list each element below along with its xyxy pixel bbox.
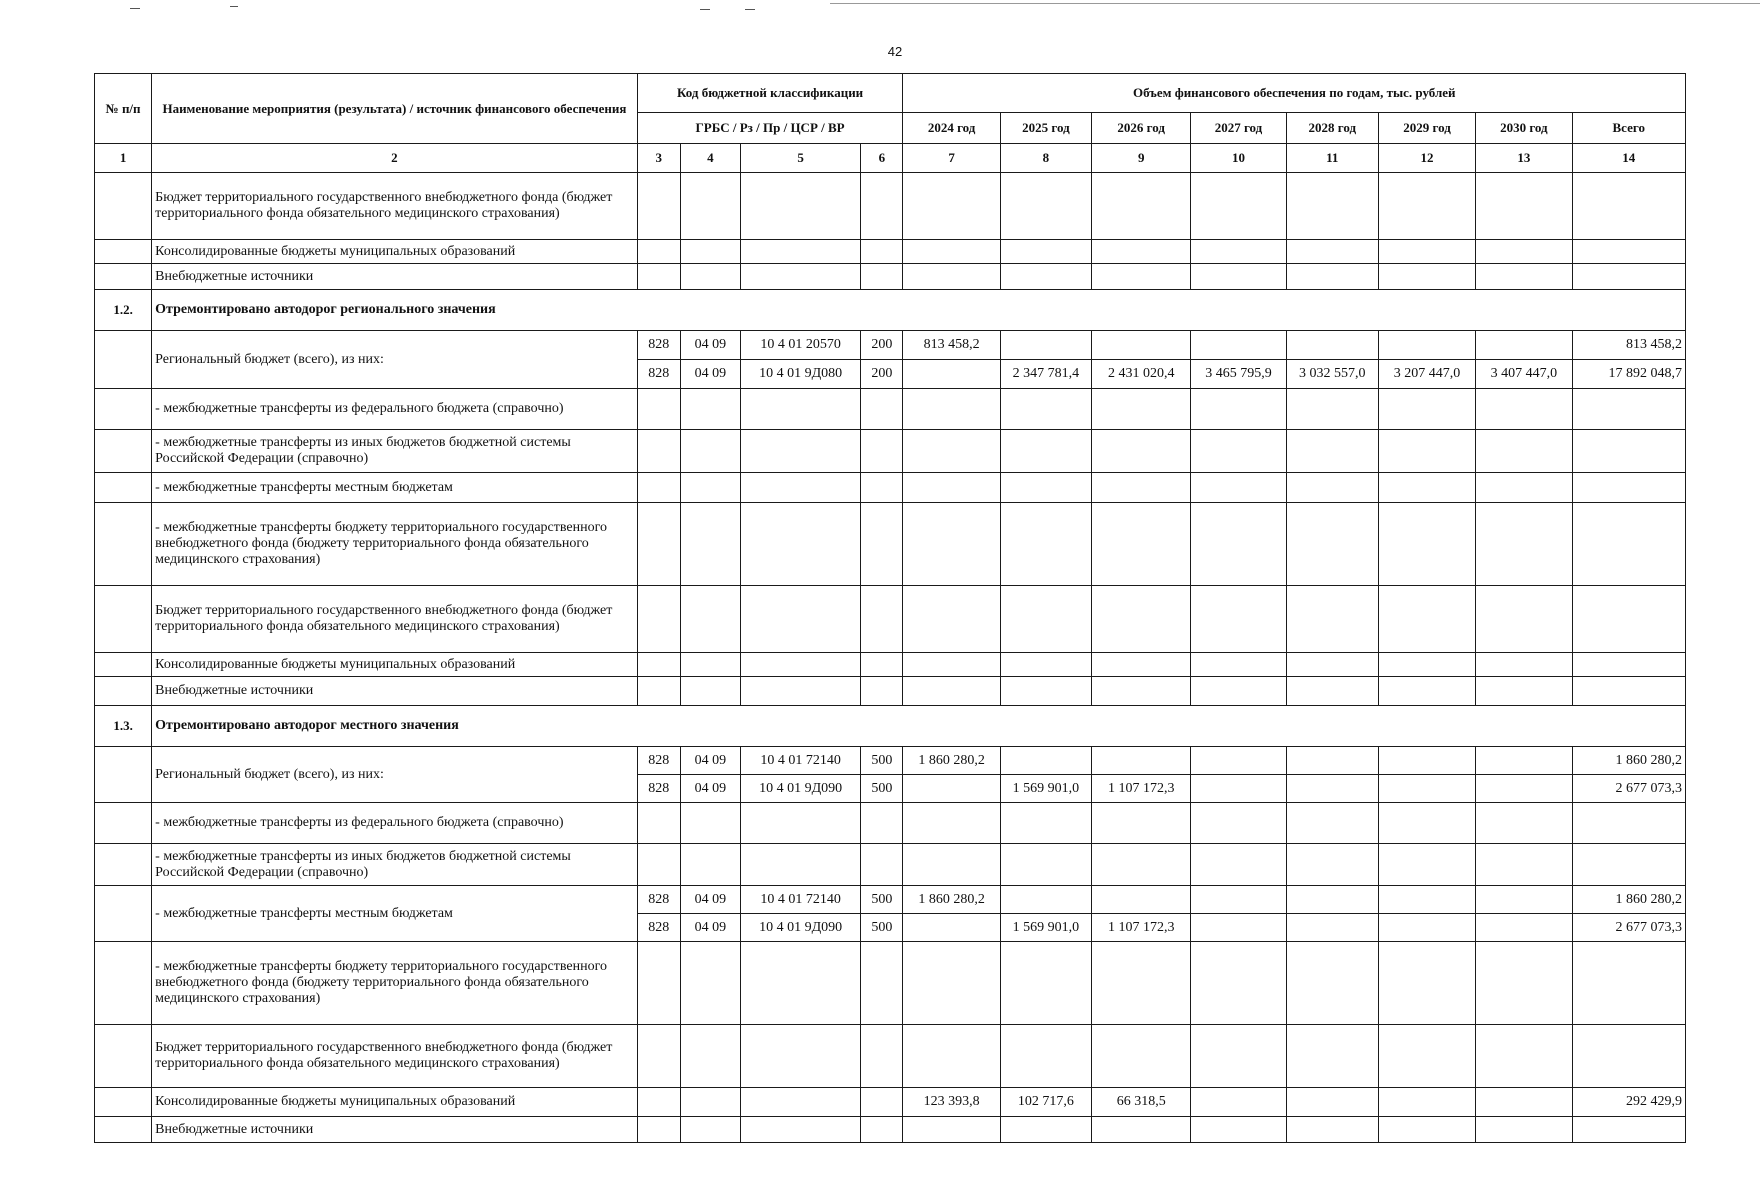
cell-value bbox=[1000, 747, 1091, 775]
section-row bbox=[95, 290, 1686, 331]
column-number: 8 bbox=[1000, 144, 1091, 173]
header-total: Всего bbox=[1572, 113, 1686, 144]
table-row bbox=[95, 747, 1686, 775]
column-number: 10 bbox=[1191, 144, 1286, 173]
cell-value bbox=[903, 775, 1000, 803]
header-name: Наименование мероприятия (результата) / источник финансового обеспечения bbox=[152, 74, 638, 144]
table-row bbox=[95, 1025, 1686, 1088]
table-row bbox=[95, 240, 1686, 264]
header-year: 2030 год bbox=[1476, 113, 1572, 144]
cell-value bbox=[1092, 747, 1191, 775]
row-label: Внебюджетные источники bbox=[152, 1117, 638, 1143]
column-number-row bbox=[95, 144, 1686, 173]
cell-value: 1 107 172,3 bbox=[1092, 775, 1191, 803]
row-label: Внебюджетные источники bbox=[152, 677, 638, 706]
cell-vr: 200 bbox=[861, 331, 903, 360]
table-row bbox=[95, 503, 1686, 586]
header-year: 2028 год bbox=[1286, 113, 1378, 144]
cell-vr: 500 bbox=[861, 775, 903, 803]
cell-value: 1 569 901,0 bbox=[1000, 775, 1091, 803]
header-year: 2029 год bbox=[1378, 113, 1475, 144]
cell-value bbox=[1286, 331, 1378, 360]
section-row bbox=[95, 706, 1686, 747]
cell-total: 292 429,9 bbox=[1572, 1088, 1686, 1117]
cell-value bbox=[1092, 886, 1191, 914]
table-row bbox=[95, 430, 1686, 473]
header-year: 2025 год bbox=[1000, 113, 1091, 144]
header-year: 2027 год bbox=[1191, 113, 1286, 144]
cell-value: 1 569 901,0 bbox=[1000, 914, 1091, 942]
cell-csr: 10 4 01 9Д090 bbox=[740, 775, 860, 803]
scan-mark bbox=[830, 3, 1760, 4]
cell-value bbox=[1000, 886, 1091, 914]
cell-rz: 04 09 bbox=[680, 360, 740, 389]
column-number: 6 bbox=[861, 144, 903, 173]
cell-csr: 10 4 01 20570 bbox=[740, 331, 860, 360]
row-label: - межбюджетные трансферты из федерального бюджета (справочно) bbox=[152, 389, 638, 430]
cell-value: 1 107 172,3 bbox=[1092, 914, 1191, 942]
row-label: Консолидированные бюджеты муниципальных образований bbox=[152, 1088, 638, 1117]
column-number: 2 bbox=[152, 144, 638, 173]
table-row bbox=[95, 389, 1686, 430]
cell-grbs: 828 bbox=[637, 360, 680, 389]
scan-mark bbox=[230, 6, 238, 7]
row-label: - межбюджетные трансферты бюджету территориального государственного внебюджетного фонда (бюджету территориального фонда обязательного медицинского страхования) bbox=[152, 942, 638, 1025]
row-label: - межбюджетные трансферты бюджету территориального государственного внебюджетного фонда (бюджету территориального фонда обязательного медицинского страхования) bbox=[152, 503, 638, 586]
row-label: Региональный бюджет (всего), из них: bbox=[152, 331, 638, 389]
table-row bbox=[95, 1088, 1686, 1117]
row-label: Региональный бюджет (всего), из них: bbox=[152, 747, 638, 803]
page-number: 42 bbox=[887, 44, 903, 59]
cell-value: 66 318,5 bbox=[1092, 1088, 1191, 1117]
header-row bbox=[95, 74, 1686, 113]
scan-mark bbox=[130, 8, 140, 9]
section-number: 1.3. bbox=[95, 706, 152, 747]
cell-rz: 04 09 bbox=[680, 747, 740, 775]
row-label: - межбюджетные трансферты из иных бюджетов бюджетной системы Российской Федерации (справочно) bbox=[152, 844, 638, 886]
cell-value: 1 860 280,2 bbox=[903, 886, 1000, 914]
cell-vr: 500 bbox=[861, 747, 903, 775]
cell-value: 3 465 795,9 bbox=[1191, 360, 1286, 389]
cell-value bbox=[1378, 331, 1475, 360]
column-number: 7 bbox=[903, 144, 1000, 173]
section-title: Отремонтировано автодорог местного значения bbox=[152, 706, 1686, 747]
cell-value: 123 393,8 bbox=[903, 1088, 1000, 1117]
cell-value bbox=[903, 914, 1000, 942]
cell-value bbox=[1092, 331, 1191, 360]
row-label: Консолидированные бюджеты муниципальных образований bbox=[152, 240, 638, 264]
column-number: 12 bbox=[1378, 144, 1475, 173]
cell-value bbox=[1000, 331, 1091, 360]
cell-value: 3 032 557,0 bbox=[1286, 360, 1378, 389]
cell-value: 3 207 447,0 bbox=[1378, 360, 1475, 389]
column-number: 1 bbox=[95, 144, 152, 173]
cell-rz: 04 09 bbox=[680, 331, 740, 360]
cell-total: 17 892 048,7 bbox=[1572, 360, 1686, 389]
cell-vr: 200 bbox=[861, 360, 903, 389]
column-number: 9 bbox=[1092, 144, 1191, 173]
header-year: 2024 год bbox=[903, 113, 1000, 144]
section-number: 1.2. bbox=[95, 290, 152, 331]
table-row bbox=[95, 677, 1686, 706]
cell-csr: 10 4 01 9Д090 bbox=[740, 914, 860, 942]
cell-total: 2 677 073,3 bbox=[1572, 914, 1686, 942]
cell-value: 2 431 020,4 bbox=[1092, 360, 1191, 389]
column-number: 3 bbox=[637, 144, 680, 173]
column-number: 13 bbox=[1476, 144, 1572, 173]
cell-total: 1 860 280,2 bbox=[1572, 747, 1686, 775]
cell-rz: 04 09 bbox=[680, 775, 740, 803]
row-label: - межбюджетные трансферты из федерального бюджета (справочно) bbox=[152, 803, 638, 844]
table-row bbox=[95, 653, 1686, 677]
cell-total: 1 860 280,2 bbox=[1572, 886, 1686, 914]
cell-value: 1 860 280,2 bbox=[903, 747, 1000, 775]
table-row bbox=[95, 844, 1686, 886]
cell-total: 813 458,2 bbox=[1572, 331, 1686, 360]
row-label: - межбюджетные трансферты местным бюджетам bbox=[152, 473, 638, 503]
column-number: 14 bbox=[1572, 144, 1686, 173]
row-label: Консолидированные бюджеты муниципальных образований bbox=[152, 653, 638, 677]
header-num: № п/п bbox=[95, 74, 152, 144]
cell-grbs: 828 bbox=[637, 886, 680, 914]
table-row bbox=[95, 803, 1686, 844]
cell-value bbox=[1476, 331, 1572, 360]
cell-value: 3 407 447,0 bbox=[1476, 360, 1572, 389]
cell-value: 2 347 781,4 bbox=[1000, 360, 1091, 389]
row-label: Бюджет территориального государственного внебюджетного фонда (бюджет территориального фонда обязательного медицинского страхования) bbox=[152, 173, 638, 240]
table-row bbox=[95, 1117, 1686, 1143]
cell-value bbox=[1191, 331, 1286, 360]
section-title: Отремонтировано автодорог регионального значения bbox=[152, 290, 1686, 331]
cell-vr: 500 bbox=[861, 886, 903, 914]
cell-value bbox=[903, 360, 1000, 389]
scan-mark bbox=[745, 9, 755, 10]
header-year: 2026 год bbox=[1092, 113, 1191, 144]
budget-table bbox=[94, 73, 1686, 1143]
row-label: Внебюджетные источники bbox=[152, 264, 638, 290]
cell-grbs: 828 bbox=[637, 914, 680, 942]
cell-grbs: 828 bbox=[637, 775, 680, 803]
column-number: 4 bbox=[680, 144, 740, 173]
cell-grbs: 828 bbox=[637, 331, 680, 360]
cell-grbs: 828 bbox=[637, 747, 680, 775]
cell-csr: 10 4 01 72140 bbox=[740, 886, 860, 914]
cell-csr: 10 4 01 72140 bbox=[740, 747, 860, 775]
header-code-group: Код бюджетной классификации bbox=[637, 74, 903, 113]
column-number: 5 bbox=[740, 144, 860, 173]
table-row bbox=[95, 886, 1686, 914]
scan-mark bbox=[700, 9, 710, 10]
header-volume-group: Объем финансового обеспечения по годам, тыс. рублей bbox=[903, 74, 1686, 113]
row-label: Бюджет территориального государственного внебюджетного фонда (бюджет территориального фонда обязательного медицинского страхования) bbox=[152, 586, 638, 653]
column-number: 11 bbox=[1286, 144, 1378, 173]
cell-value: 102 717,6 bbox=[1000, 1088, 1091, 1117]
cell-vr: 500 bbox=[861, 914, 903, 942]
table-row bbox=[95, 173, 1686, 240]
row-label: - межбюджетные трансферты из иных бюджетов бюджетной системы Российской Федерации (справочно) bbox=[152, 430, 638, 473]
cell-csr: 10 4 01 9Д080 bbox=[740, 360, 860, 389]
table-row bbox=[95, 473, 1686, 503]
table-row bbox=[95, 586, 1686, 653]
table-row bbox=[95, 264, 1686, 290]
row-label: - межбюджетные трансферты местным бюджетам bbox=[152, 886, 638, 942]
cell-rz: 04 09 bbox=[680, 914, 740, 942]
cell-value: 813 458,2 bbox=[903, 331, 1000, 360]
cell-rz: 04 09 bbox=[680, 886, 740, 914]
cell-total: 2 677 073,3 bbox=[1572, 775, 1686, 803]
header-code-sub: ГРБС / Рз / Пр / ЦСР / ВР bbox=[637, 113, 903, 144]
table-row bbox=[95, 942, 1686, 1025]
row-label: Бюджет территориального государственного внебюджетного фонда (бюджет территориального фонда обязательного медицинского страхования) bbox=[152, 1025, 638, 1088]
table-row bbox=[95, 331, 1686, 360]
